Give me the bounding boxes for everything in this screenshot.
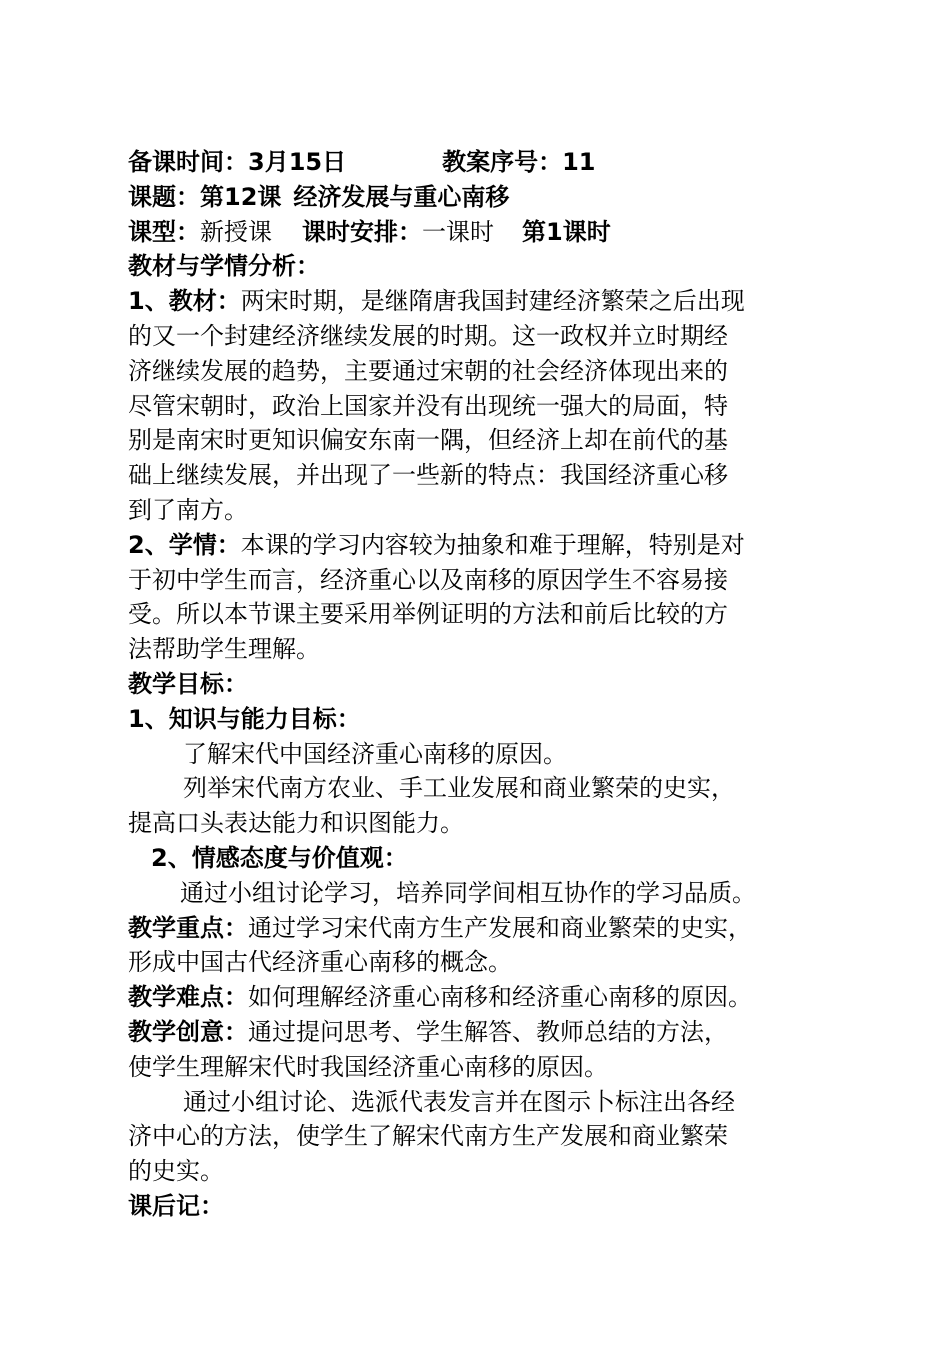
knowledge-goal-line: 列举宋代南方农业、手工业发展和商业繁荣的史实， <box>183 774 735 803</box>
difficulty-label: 教学难点： <box>128 983 248 1012</box>
difficulty-text: 如何理解经济重心南移和经济重心南移的原因。 <box>248 983 752 1012</box>
creative-label: 教学创意： <box>128 1017 248 1046</box>
header-line-2 <box>128 180 828 215</box>
afterword-label: 课后记： <box>128 1191 224 1220</box>
material-line: 济继续发展的趋势，主要通过宋朝的社会经济体现出来的 <box>128 356 728 385</box>
creative-line <box>128 1015 828 1050</box>
topic-label: 课题： <box>128 182 200 211</box>
period-value: 第1课时 <box>522 217 611 246</box>
prep-time-label: 备课时间： <box>128 148 248 176</box>
header-line-3 <box>128 215 828 250</box>
material-line: 尽管宋朝时，政治上国家并没有出现统一强大的局面，特 <box>128 391 728 420</box>
type-value: 新授课 <box>200 217 272 246</box>
creative-line: 使学生理解宋代时我国经济重心南移的原因。 <box>128 1052 608 1081</box>
difficulty-line <box>128 980 828 1015</box>
student-label: 2、学情： <box>128 530 241 559</box>
creative-line: 通过小组讨论、选派代表发言并在图示卜标注出各经 <box>183 1087 735 1116</box>
material-text: 两宋时期，是继隋唐我国封建经济繁荣之后出现 <box>240 287 745 316</box>
lesson-plan-page <box>128 145 828 1224</box>
knowledge-goal-line: 了解宋代中国经济重心南移的原因。 <box>183 739 567 768</box>
knowledge-goal-label: 1、知识与能力目标： <box>128 704 361 733</box>
goals-heading: 教学目标： <box>128 669 248 698</box>
student-line: 于初中学生而言，经济重心以及南移的原因学生不容易接 <box>128 565 728 594</box>
knowledge-goal-line: 提高口头表达能力和识图能力。 <box>128 809 464 838</box>
analysis-heading: 教材与学情分析： <box>128 252 320 281</box>
header-line-1 <box>128 145 828 180</box>
emotion-goal-label: 2、情感态度与价值观： <box>151 843 408 872</box>
key-point-text: 通过学习宋代南方生产发展和商业繁荣的史实， <box>248 913 752 942</box>
schedule-label: 课时安排： <box>302 217 422 246</box>
material-label: 1、教材： <box>128 287 241 316</box>
schedule-value: 一课时 <box>422 217 494 246</box>
material-line <box>128 284 828 319</box>
topic-title: 经济发展与重心南移 <box>293 182 510 211</box>
creative-line: 济中心的方法，使学生了解宋代南方生产发展和商业繁荣 <box>128 1122 728 1151</box>
student-text: 本课的学习内容较为抽象和难于理解，特别是对 <box>240 530 745 559</box>
plan-number-value: 11 <box>562 148 596 176</box>
emotion-goal-line: 通过小组讨论学习，培养同学间相互协作的学习品质。 <box>180 878 756 907</box>
student-line <box>128 528 828 563</box>
material-line: 到了南方。 <box>128 495 248 524</box>
topic-lesson: 第12课 <box>200 182 282 211</box>
key-point-line <box>128 911 828 946</box>
material-line: 别是南宋时更知识偏安东南一隅，但经济上却在前代的基 <box>128 426 728 455</box>
key-point-label: 教学重点： <box>128 913 248 942</box>
prep-time-value: 3月15日 <box>248 148 347 176</box>
key-point-line: 形成中国古代经济重心南移的概念。 <box>128 948 512 977</box>
student-line: 法帮助学生理解。 <box>128 635 320 664</box>
creative-line: 的史实。 <box>128 1157 224 1186</box>
material-line: 础上继续发展，并出现了一些新的特点：我国经济重心移 <box>128 461 728 490</box>
material-line: 的又一个封建经济继续发展的时期。这一政权并立时期经 <box>128 321 728 350</box>
type-label: 课型： <box>128 217 200 246</box>
plan-number-label: 教案序号： <box>442 148 563 176</box>
creative-text: 通过提问思考、学生解答、教师总结的方法， <box>248 1017 728 1046</box>
student-line: 受。所以本节课主要采用举例证明的方法和前后比较的方 <box>128 600 728 629</box>
